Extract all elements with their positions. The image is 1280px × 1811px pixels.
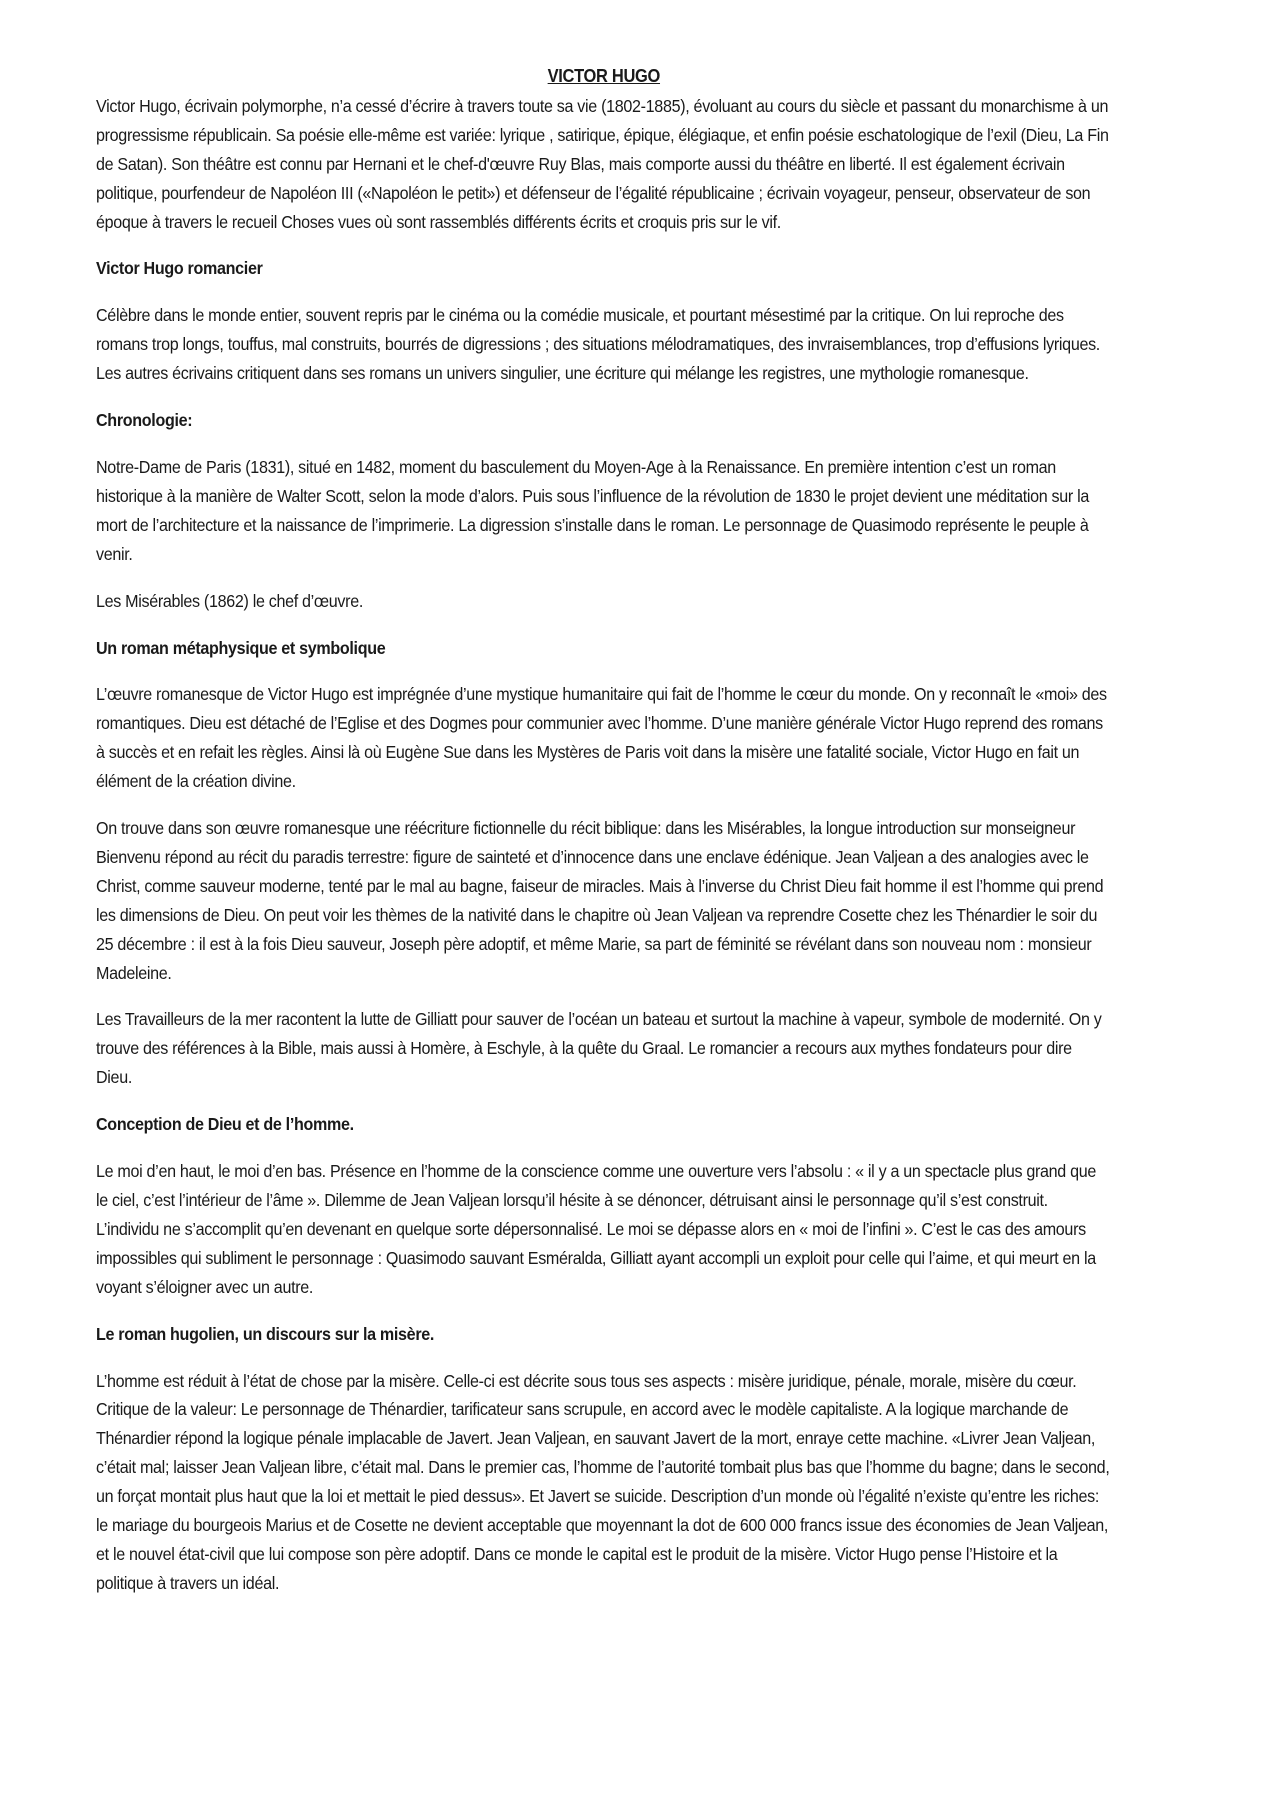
conception-paragraph: Le moi d’en haut, le moi d’en bas. Présence en l’homme de la conscience comme une ouverture vers l’absolu : « il y a un spectacle plus grand que le ciel, c’est l’intérieur de l’âme ». Dilemme de Jean Valjean lorsqu’il hésite à se dénoncer, détruisant ainsi le personnage qu’il s’est construit. L’individu ne s’accomplit qu’en devenant en quelque sorte dépersonnalisé. Le moi se dépasse alors en « moi de l’infini ». C’est le cas des amours impossibles qui subliment le personnage : Quasimodo sauvant Esméralda, Gilliatt ayant accompli un exploit pour celle qui l’aime, et qui meurt en la voyant s’éloigner avec un autre.	[96, 1161, 1096, 1297]
heading-conception: Conception de Dieu et de l’homme.	[96, 1114, 354, 1135]
heading-misere: Le roman hugolien, un discours sur la misère.	[96, 1323, 435, 1344]
document-page	[96, 62, 1112, 1616]
metaphysique-paragraph-2: On trouve dans son œuvre romanesque une réécriture fictionnelle du récit biblique: dans les Misérables, la longue introduction sur monseigneur Bienvenu répond au récit du paradis terrestre: figure de sainteté et d’innocence dans une enclave édénique. Jean Valjean a des analogies avec le Christ, comme sauveur moderne, tenté par le mal au bagne, faiseur de miracles. Mais à l’inverse du Christ Dieu fait homme il est l’homme qui prend les dimensions de Dieu. On peut voir les thèmes de la nativité dans le chapitre où Jean Valjean va reprendre Cosette chez les Thénardier le soir du 25 décembre : il est à la fois Dieu sauveur, Joseph père adoptif, et même Marie, sa part de féminité se révélant dans son nouveau nom : monsieur Madeleine.	[96, 818, 1104, 983]
document-title: VICTOR HUGO	[547, 66, 661, 86]
metaphysique-paragraph-3: Les Travailleurs de la mer racontent la lutte de Gilliatt pour sauver de l’océan un bateau et surtout la machine à vapeur, symbole de modernité. On y trouve des références à la Bible, mais aussi à Homère, à Eschyle, à la quête du Graal. Le romancier a recours aux mythes fondateurs pour dire Dieu.	[96, 1009, 1102, 1088]
intro-paragraph: Victor Hugo, écrivain polymorphe, n’a cessé d’écrire à travers toute sa vie (1802-1885), évoluant au cours du siècle et passant du monarchisme à un progressisme républicain. Sa poésie elle-même est variée: lyrique , satirique, épique, élégiaque, et enfin poésie eschatologique de l’exil (Dieu, La Fin de Satan). Son théâtre est connu par Hernani et le chef-d'œuvre Ruy Blas, mais comporte aussi du théâtre en liberté. Il est également écrivain politique, pourfendeur de Napoléon III («Napoléon le petit») et défenseur de l’égalité républicaine ; écrivain voyageur, penseur, observateur de son époque à travers le recueil Choses vues où sont rassemblés différents écrits et croquis pris sur le vif.	[96, 95, 1109, 232]
heading-chronologie: Chronologie:	[96, 410, 193, 431]
heading-metaphysique: Un roman métaphysique et symbolique	[96, 637, 386, 658]
chronologie-paragraph-2: Les Misérables (1862) le chef d’œuvre.	[96, 590, 363, 611]
misere-paragraph: L’homme est réduit à l’état de chose par la misère. Celle-ci est décrite sous tous ses aspects : misère juridique, pénale, morale, misère du cœur. Critique de la valeur: Le personnage de Thénardier, tarificateur sans scrupule, en accord avec le modèle capitaliste. A la logique marchande de Thénardier répond la logique pénale implacable de Javert. Jean Valjean, en sauvant Javert de la mort, enraye cette machine. «Livrer Jean Valjean, c’était mal; laisser Jean Valjean libre, c’était mal. Dans le premier cas, l’homme de l’autorité tombait plus bas que l’homme du bagne; dans le second, un forçat montait plus haut que la loi et mettait le pied dessus». Et Javert se suicide. Description d’un monde où l’égalité n’existe qu’entre les riches: le mariage du bourgeois Marius et de Cosette ne devient acceptable que moyennant la dot de 600 000 francs issue des économies de Jean Valjean, et le nouvel état-civil que lui compose son père adoptif. Dans ce monde le capital est le produit de la misère. Victor Hugo pense l’Histoire et la politique à travers un idéal.	[96, 1370, 1110, 1593]
heading-romancier: Victor Hugo romancier	[96, 258, 263, 279]
romancier-paragraph: Célèbre dans le monde entier, souvent repris par le cinéma ou la comédie musicale, et pourtant mésestimé par la critique. On lui reproche des romans trop longs, touffus, mal construits, bourrés de digressions ; des situations mélodramatiques, des invraisemblances, trop d’effusions lyriques. Les autres écrivains critiquent dans ses romans un univers singulier, une écriture qui mélange les registres, une mythologie romanesque.	[96, 305, 1100, 384]
metaphysique-paragraph-1: L’œuvre romanesque de Victor Hugo est imprégnée d’une mystique humanitaire qui fait de l’homme le cœur du monde. On y reconnaît le «moi» des romantiques. Dieu est détaché de l’Eglise et des Dogmes pour communier avec l’homme. D’une manière générale Victor Hugo reprend des romans à succès et en refait les règles. Ainsi là où Eugène Sue dans les Mystères de Paris voit dans la misère une fatalité sociale, Victor Hugo en fait un élément de la création divine.	[96, 684, 1107, 792]
chronologie-paragraph-1: Notre-Dame de Paris (1831), situé en 1482, moment du basculement du Moyen-Age à la Renaissance. En première intention c’est un roman historique à la manière de Walter Scott, selon la mode d’alors. Puis sous l’influence de la révolution de 1830 le projet devient une méditation sur la mort de l’architecture et la naissance de l’imprimerie. La digression s’installe dans le roman. Le personnage de Quasimodo représente le peuple à venir.	[96, 456, 1089, 564]
